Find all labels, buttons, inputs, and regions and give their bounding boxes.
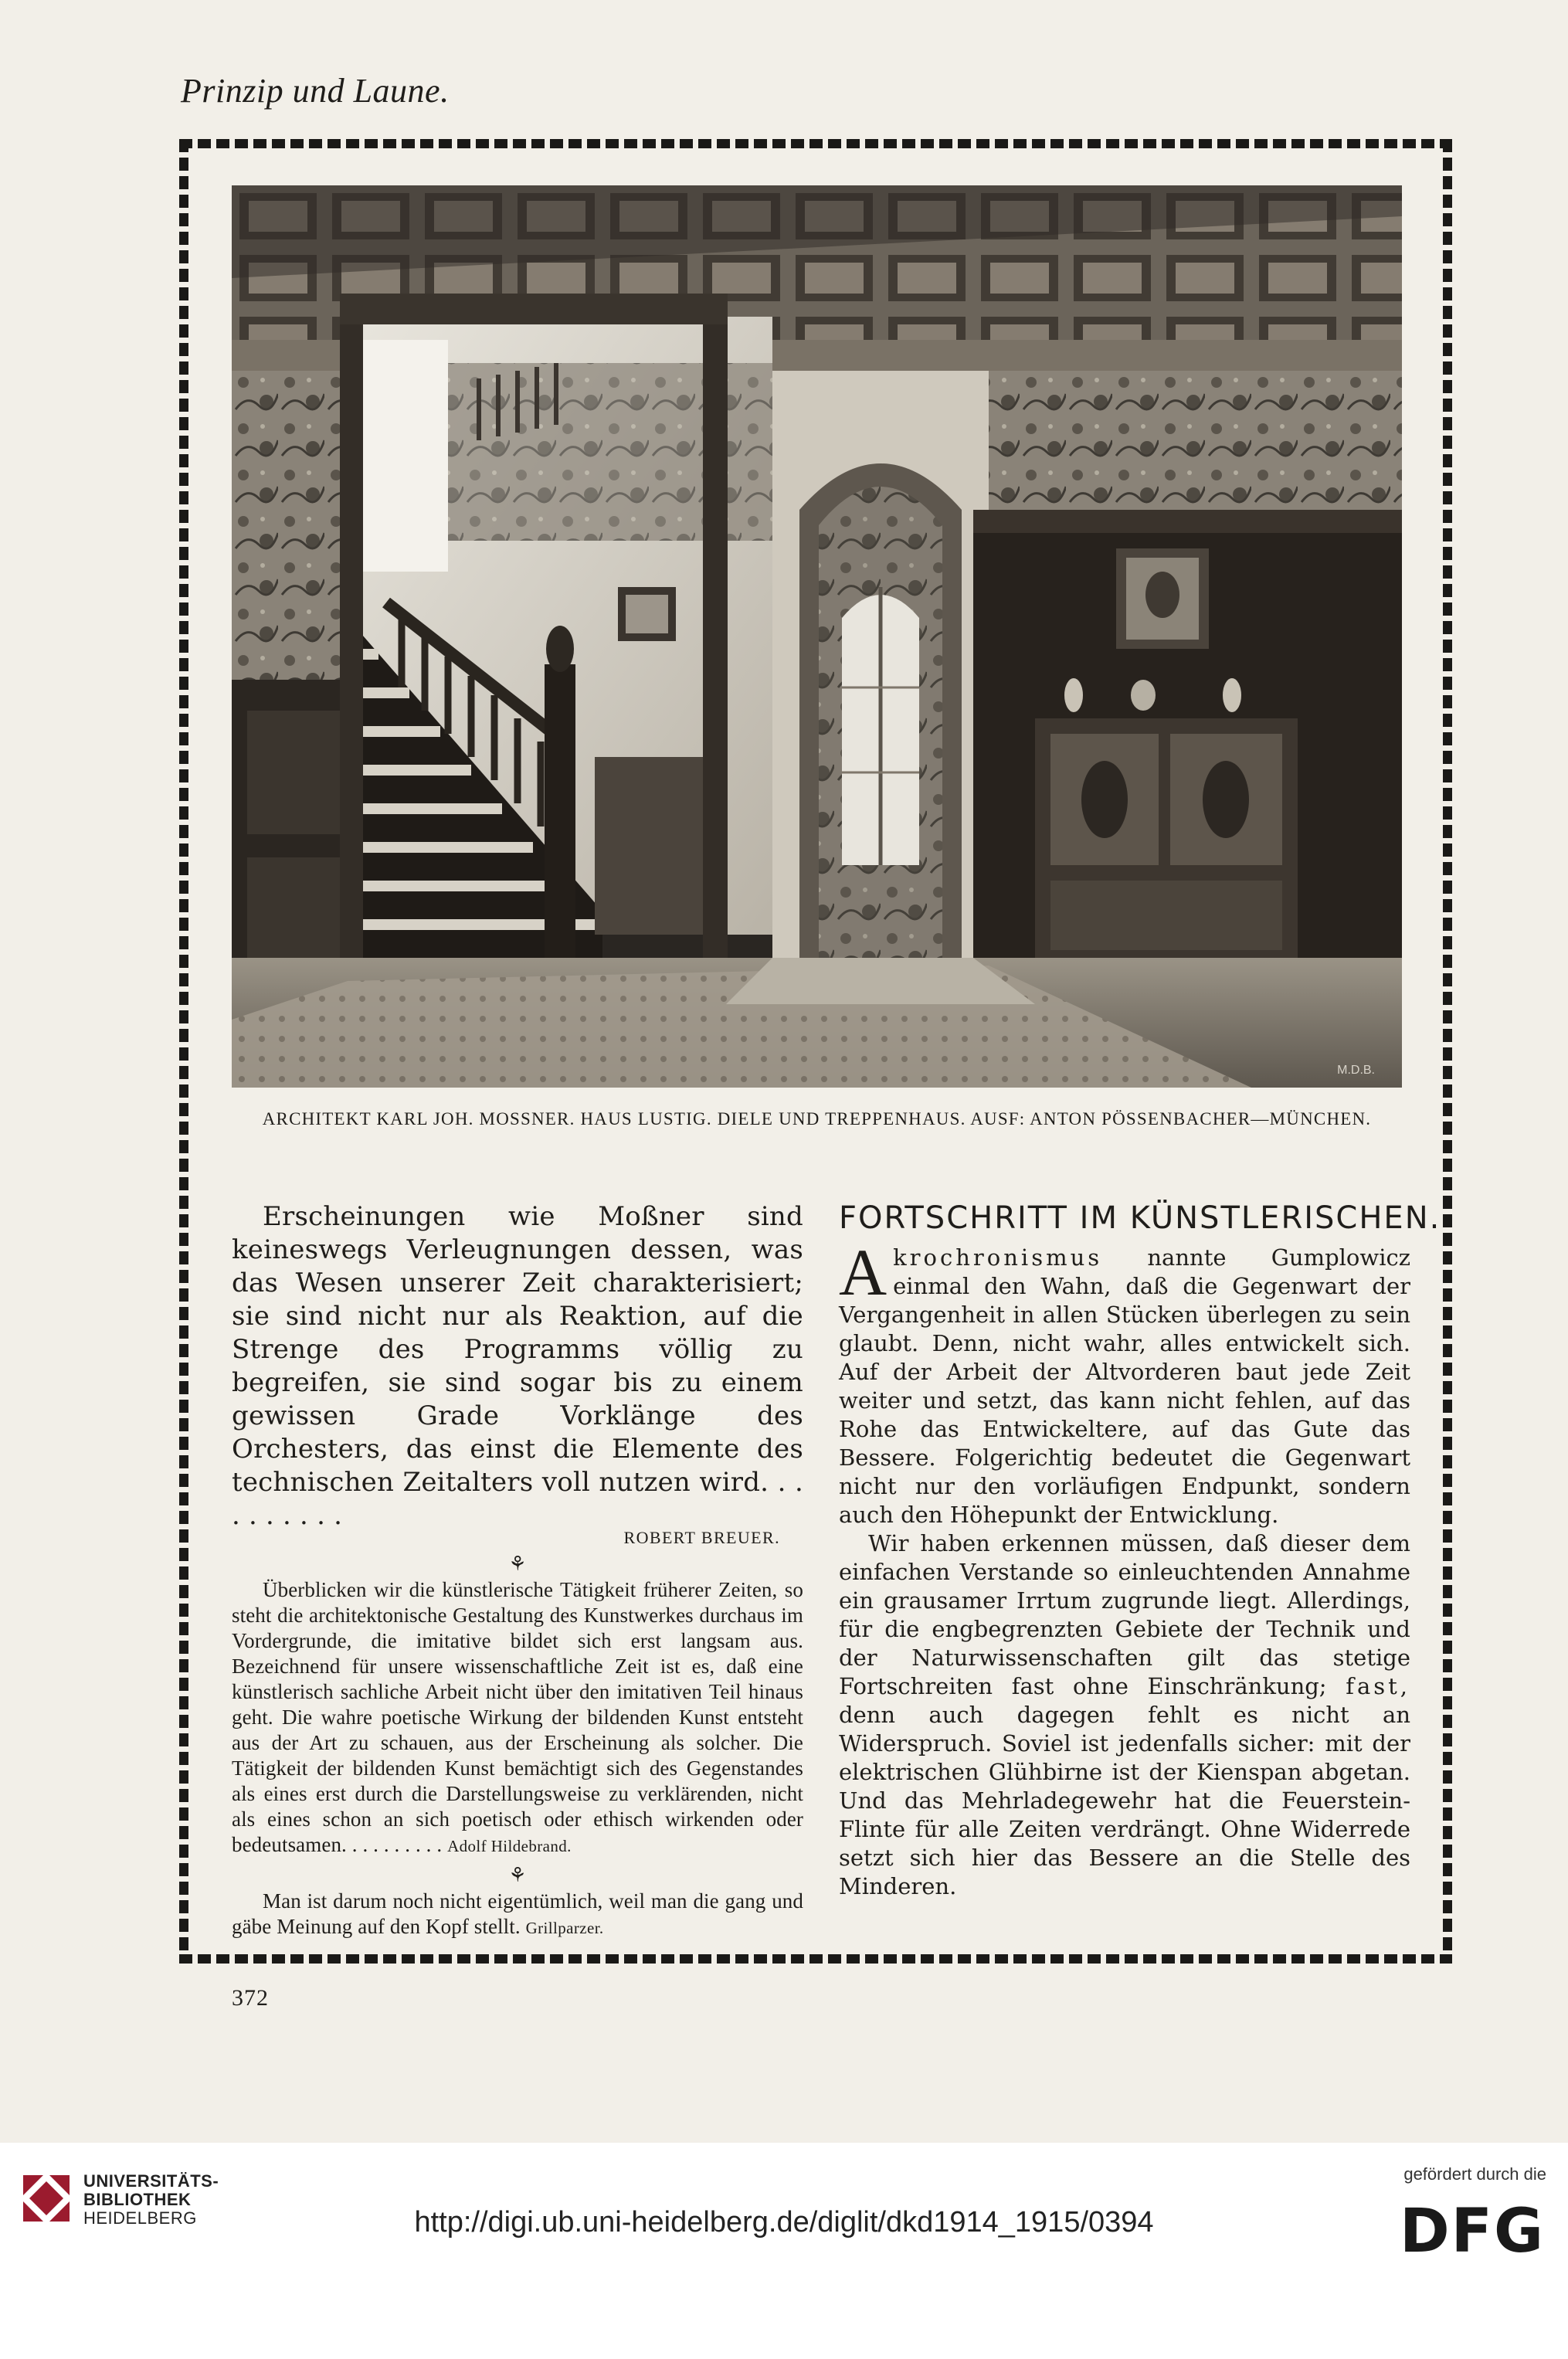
article-title: FORTSCHRITT IM KÜNSTLERISCHEN. <box>839 1200 1441 1236</box>
quote-grillparzer <box>232 1889 803 1941</box>
right-column <box>839 1200 1441 1901</box>
frame-border-right <box>1443 139 1452 1964</box>
quote-hildebrand-author: Adolf Hildebrand. <box>447 1837 572 1855</box>
quote-grillparzer-author: Grillparzer. <box>525 1919 604 1937</box>
interior-photograph <box>232 185 1402 1088</box>
frame-border-left <box>179 139 188 1964</box>
article-paragraph-2: Wir haben erkennen müssen, daß dieser dem einfachen Verstande so einleuchtenden Annahme ein grausamer Irrtum zugrunde liegt. Allerdings, für die engbegrenzten Gebiete der Technik und der Naturwissenschaften gilt das stetige Fortschreiten fast ohne Einschränkung; fast, denn auch dagegen fehlt es nicht an Widerspruch. Soviel ist jedenfalls sicher: mit der elektrischen Glühbirne ist der Kienspan abgetan. Und das Mehrladegewehr hat die Feuerstein-Flinte für alle Zeiten verdrängt. Ohne Widerrede setzt sich hier das Bessere an die Stelle des Minderen. <box>839 1530 1410 1899</box>
photo-caption: ARCHITEKT KARL JOH. MOSSNER. HAUS LUSTIG. DIELE UND TREPPENHAUS. AUSF: ANTON PÖSSENBACHER—MÜNCHEN. <box>262 1109 1372 1129</box>
drop-cap: A <box>839 1235 888 1309</box>
dfg-logo: DFG <box>1399 2197 1545 2266</box>
quote-breuer-text: Erscheinungen wie Moßner sind keineswegs Verleugnungen dessen, was das Wesen unserer Zeit charakterisiert; sie sind nicht nur als Reaktion, auf die Strenge des Programms völlig zu begreifen, sie sind sogar bis zu einem gewissen Grade Vorklänge des Orchesters, das einst die Elemente des technischen Zeitalters voll nutzen wird. . . . . . . . . . <box>232 1201 803 1531</box>
article-paragraph-1: Akrochronismus nannte Gumplowicz einmal den Wahn, daß die Gegenwart der Vergangenheit in allen Stücken überlegen zu sein glaubt. Denn, nicht wahr, alles entwickelt sich. Auf der Arbeit der Altvorderen baut jede Zeit weiter und setzt, das kann nicht fehlen, auf das Rohe das Entwickeltere, auf das Gute das Bessere. Folgerichtig bedeutet die Gegenwart nicht nur den vorläufigen Endpunkt, sondern auch den Höhepunkt der Entwicklung. <box>839 1235 1410 1528</box>
ornament-divider: ⚘ <box>508 1553 527 1575</box>
quote-breuer-author: ROBERT BREUER. <box>623 1528 780 1547</box>
spaced-word-fast: fast, <box>1346 1673 1410 1699</box>
photo-monogram: M.D.B. <box>1337 1064 1375 1077</box>
frame-border-bottom <box>179 1954 1452 1964</box>
quote-hildebrand-text: Überblicken wir die künstlerische Tätigkeit früherer Zeiten, so steht die architektonische Gestaltung des Kunstwerkes durchaus im Vordergrunde, die imitative bildet sich erst langsam aus. Bezeichnend für unsere wissenschaftliche Zeit ist es, daß eine künstlerisch sachliche Arbeit nicht über den imitativen Teil hinaus geht. Die wahre poetische Wirkung der bildenden Kunst entsteht aus der Art zu schauen, aus der Erscheinung als solcher. Die Tätigkeit der bildenden Kunst bemächtigt sich des Gegenstandes als eines erst durch die Darstellungsweise zu verklärenden, nicht als eines schon an sich poetisch oder ethisch wirkenden oder bedeutsamen. . . . . . . . . . Adolf Hildebrand. <box>232 1578 803 1856</box>
quote-grillparzer-text: Man ist darum noch nicht eigentümlich, weil man die gang und gäbe Meinung auf den Kopf stellt. Grillparzer. <box>232 1889 803 1938</box>
university-library-name: UNIVERSITÄTS- BIBLIOTHEK HEIDELBERG <box>83 2171 219 2228</box>
ornament-divider-2: ⚘ <box>508 1864 527 1886</box>
spaced-word: krochronismus <box>893 1244 1103 1271</box>
page-number: 372 <box>232 1985 269 2011</box>
running-title: Prinzip und Laune. <box>181 72 450 110</box>
quote-hildebrand <box>232 1577 803 1859</box>
digitization-footer <box>0 2143 1568 2359</box>
permalink-url[interactable]: http://digi.ub.uni-heidelberg.de/diglit/dkd1914_1915/0394 <box>414 2206 1154 2239</box>
quote-breuer <box>232 1200 803 1548</box>
left-column <box>232 1200 803 1941</box>
frame-border-top <box>179 139 1452 148</box>
funding-note: gefördert durch die <box>1403 2164 1546 2184</box>
